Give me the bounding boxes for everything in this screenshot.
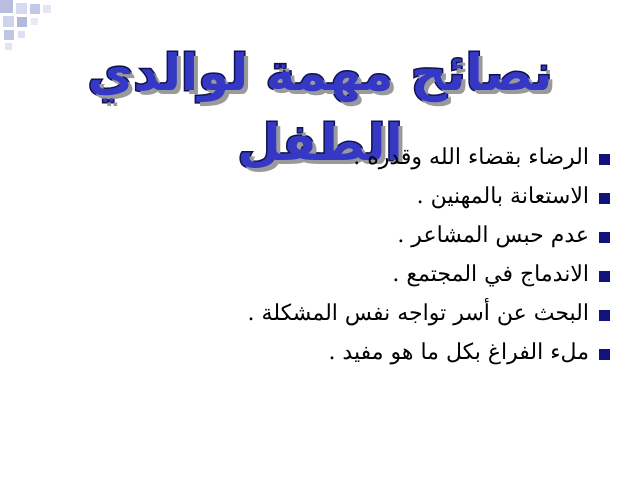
bullet-text: الاستعانة بالمهنين . — [416, 184, 589, 209]
bullet-item — [230, 220, 610, 251]
square-bullet-icon — [599, 349, 610, 360]
bullet-list — [230, 142, 610, 376]
bullet-text: ملء الفراغ بكل ما هو مفيد . — [328, 340, 589, 365]
square-bullet-icon — [599, 193, 610, 204]
square-bullet-icon — [599, 271, 610, 282]
bullet-item — [230, 142, 610, 173]
bullet-item — [230, 337, 610, 368]
bullet-text: عدم حبس المشاعر . — [397, 223, 589, 248]
bullet-item — [230, 259, 610, 290]
corner-squares-decoration — [0, 0, 60, 60]
slide-title: نصائح مهمة لوالدي الطفل — [87, 44, 553, 172]
bullet-text: البحث عن أسر تواجه نفس المشكلة . — [247, 301, 589, 326]
bullet-text: الاندماج في المجتمع . — [392, 262, 589, 287]
square-bullet-icon — [599, 310, 610, 321]
bullet-item — [230, 298, 610, 329]
square-bullet-icon — [599, 154, 610, 165]
square-bullet-icon — [599, 232, 610, 243]
bullet-text: الرضاء بقضاء الله وقدره . — [353, 145, 589, 170]
bullet-item — [230, 181, 610, 212]
